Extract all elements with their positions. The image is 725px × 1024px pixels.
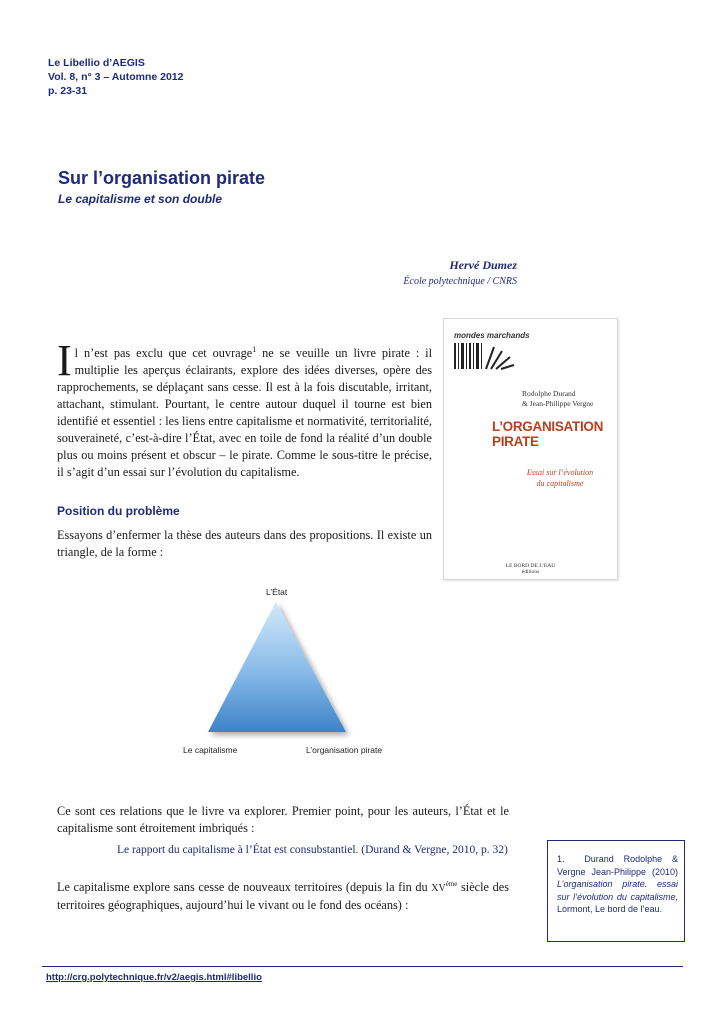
cover-publisher-name: LE BORD DE L’EAU: [505, 563, 556, 569]
section-heading: Position du problème: [57, 504, 180, 518]
footnote-ref[interactable]: 1: [252, 345, 257, 354]
para3-sup: ème: [445, 880, 458, 888]
footer-rule: [42, 966, 683, 967]
cover-author-2: & Jean-Philippe Vergne: [522, 399, 594, 408]
book-cover-image: [443, 318, 618, 580]
cover-publisher-sub: éditions: [521, 569, 540, 575]
intro-text-start: l n’est pas exclu que cet ouvrage: [74, 346, 253, 361]
body-paragraph-3: [57, 876, 509, 914]
footnote-end: Lormont, Le bord de l’eau.: [557, 904, 663, 914]
cover-authors: [522, 389, 610, 409]
margin-note: [547, 840, 685, 942]
author-affiliation: École polytechnique / CNRS: [403, 276, 517, 287]
cover-subtitle-line-2: du capitalisme: [536, 479, 584, 488]
footnote-plain: Durand Rodolphe & Vergne Jean-Philippe (2010): [557, 854, 678, 877]
para3-end: siècle des territoires géographiques, aujourd’hui le vivant ou le fond des océans) :: [57, 880, 509, 913]
author-name: Hervé Dumez: [449, 258, 517, 272]
block-quote: Le rapport du capitalisme à l’État est consubstantiel. (Durand & Vergne, 2010, p. 32): [117, 844, 508, 856]
body-paragraph-2: Ce sont ces relations que le livre va explorer. Premier point, pour les auteurs, l’État et le capitalisme sont étroitement imbriqués :: [57, 804, 509, 835]
para3-century: XV: [431, 883, 446, 895]
cover-title-line-1: L’ORGANISATION: [492, 419, 604, 434]
masthead: [48, 56, 184, 98]
journal-pages: p. 23-31: [48, 85, 88, 97]
article-title: Sur l’organisation pirate: [58, 168, 266, 188]
cover-author-1: Rodolphe Durand: [522, 389, 576, 398]
footnote-text: [557, 853, 678, 916]
triangle-diagram: [200, 598, 360, 743]
footnote-number: 1.: [557, 854, 565, 864]
journal-volume: Vol. 8, n° 3 – Automne 2012: [48, 71, 184, 83]
triangle-label-right: L’organisation pirate: [306, 745, 383, 755]
cover-series: mondes marchands: [454, 331, 530, 340]
cover-title: [492, 419, 603, 449]
drop-cap: I: [57, 336, 72, 385]
article-subtitle: Le capitalisme et son double: [58, 192, 223, 206]
triangle-label-left: Le capitalisme: [183, 745, 238, 755]
cover-title-line-2: PIRATE: [492, 434, 539, 449]
para3-start: Le capitalisme explore sans cesse de nouveaux territoires (depuis la fin du: [57, 880, 432, 895]
cover-subtitle-line-1: Essai sur l’évolution: [526, 468, 594, 477]
barcode-logo: [454, 343, 516, 373]
triangle-label-top: L’État: [266, 587, 288, 597]
intro-text-end: ne se veuille un livre pirate : il multiplie les aperçus éclairants, explore des idées diverses, opère des rapprochements, se déplaçant sans cesse. Il est à la fois discutable, irritant, attachant, stimulant. Pourtant, le centre autour duquel il tourne est bien identifié et essentiel : les liens entre capitalisme et normativité, territorialité, souveraineté, c’est-à-dire l’État, avec en toile de fond la réalité d’un double plus ou moins présent et obscur – le pirate. Comme le sous-titre le précise, il s’agit d’un essai sur l’évolution du capitalisme.: [57, 346, 432, 480]
cover-subtitle: [508, 467, 612, 489]
intro-paragraph: [57, 336, 432, 481]
cover-publisher: [444, 563, 617, 575]
footer-url-link[interactable]: http://crg.polytechnique.fr/v2/aegis.html#libellio: [46, 972, 262, 983]
triangle-shape: [208, 602, 346, 732]
footnote-italic: L’organisation pirate. essai sur l’évolution du capitalisme,: [557, 879, 678, 902]
journal-name: Le Libellio d’AEGIS: [48, 57, 145, 69]
section-paragraph-1: Essayons d’enfermer la thèse des auteurs dans des propositions. Il existe un triangle, de la forme :: [57, 528, 432, 559]
